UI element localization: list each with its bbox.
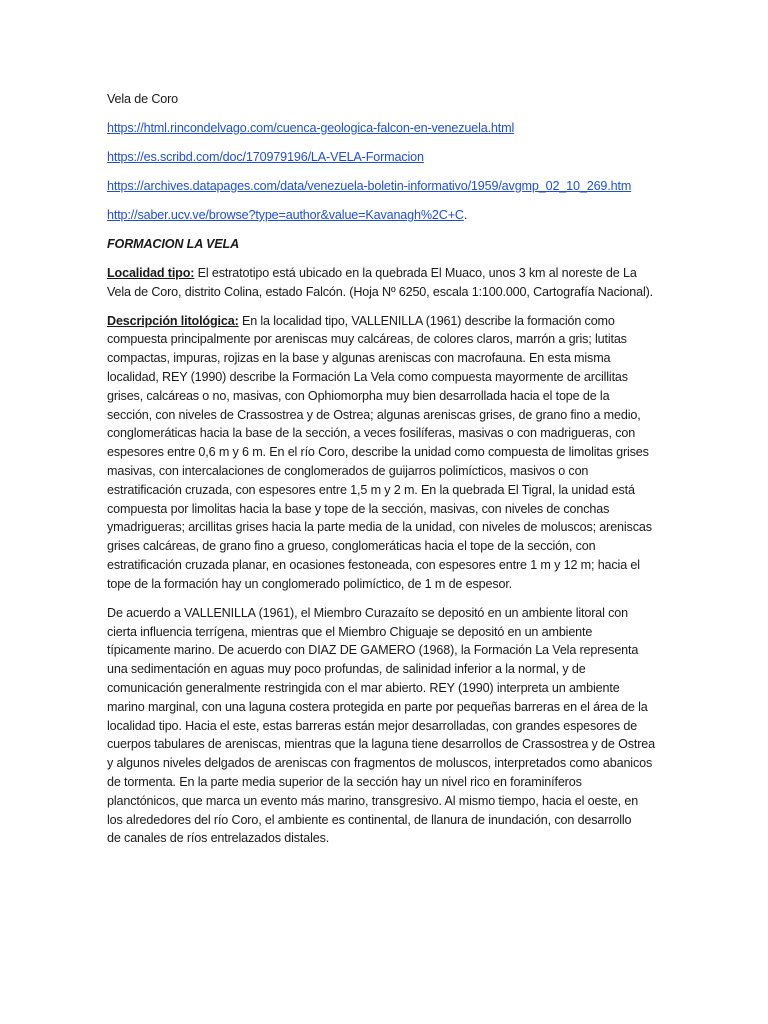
text-line: estratificación cruzada planar, en ocasiones festoneada, con espesores entre 1 m y 12 m; hacia el — [107, 558, 640, 573]
reference-link-scribd[interactable]: https://es.scribd.com/doc/170979196/LA-VELA-Formacion — [107, 149, 424, 164]
text-line: compactas, impuras, rojizas en la base y algunas areniscas con macrofauna. En esta misma — [107, 351, 611, 366]
text-line: espesores entre 0,6 m y 6 m. En el río Coro, describe la unidad como compuesta de limolitas grises — [107, 445, 649, 460]
section-heading: FORMACION LA VELA — [107, 236, 240, 251]
text-run: El estratotipo está ubicado en la quebrada El Muaco, unos 3 km al noreste de La — [194, 265, 637, 280]
text-line: cuerpos tabulares de areniscas, mientras que la laguna tiene desarrollos de Crassostrea y de Ostrea — [107, 737, 655, 752]
descripcion-paragraph — [107, 312, 663, 594]
localidad-label: Localidad tipo: — [107, 265, 195, 280]
text-line: típicamente marino. De acuerdo con DIAZ DE GAMERO (1968), la Formación La Vela representa — [107, 643, 639, 658]
text-line: comunicación generalmente restringida con el mar abierto. REY (1990) interpreta un ambiente — [107, 681, 620, 696]
text-line: marino marginal, con una laguna costera protegida en parte por pequeñas barreras en el área de la — [107, 699, 648, 714]
reference-link-saber-ucv[interactable]: http://saber.ucv.ve/browse?type=author&value=Kavanagh%2C+C — [107, 207, 464, 222]
text-line: y algunos niveles delgados de areniscas con fragmentos de moluscos, interpretados como abanicos — [107, 756, 653, 771]
text-line: conglomeráticas hacia la base de la sección, a veces fosilíferas, masivas o con madrigueras, con — [107, 426, 636, 441]
text-line: ymadrigueras; arcillitas grises hacia la parte media de la unidad, con niveles de moluscos; areniscas — [107, 520, 652, 535]
text-line: masivas, con intercalaciones de conglomerados de guijarros polimícticos, masivos o con — [107, 464, 589, 479]
reference-link-row — [107, 177, 663, 196]
text-line: los alrededores del río Coro, el ambiente es continental, de llanura de inundación, con desarrollo — [107, 812, 632, 827]
text-line — [107, 312, 663, 331]
text-line: tope de la formación hay un conglomerado polimíctico, de 1 m de espesor. — [107, 576, 513, 591]
text-line: de tormenta. En la parte media superior de la sección hay un nivel rico en foraminíferos — [107, 775, 582, 789]
text-line: sección, con niveles de Crassostrea y de Ostrea; algunas areniscas grises, de grano fino a medio, — [107, 407, 641, 422]
text-line: estratificación cruzada, con espesores entre 1,5 m y 2 m. En la quebrada El Tigral, la unidad está — [107, 482, 635, 497]
link-suffix: . — [463, 207, 468, 222]
localidad-paragraph — [107, 264, 663, 302]
reference-link-datapages[interactable]: https://archives.datapages.com/data/venezuela-boletin-informativo/1959/avgmp_02_10_269.htm — [107, 178, 632, 193]
reference-link-row — [107, 206, 663, 225]
text-line: grises, calcáreas o no, masivas, con Ophiomorpha muy bien desarrollada hacia el tope de la — [107, 388, 610, 403]
text-line: Vela de Coro, distrito Colina, estado Falcón. (Hoja Nº 6250, escala 1:100.000, Cartografía Nacional). — [107, 284, 653, 299]
text-line: compuesta principalmente por areniscas muy calcáreas, de colores claros, marrón a gris; lutitas — [107, 332, 627, 347]
reference-link-rincondelvago[interactable]: https://html.rincondelvago.com/cuenca-geologica-falcon-en-venezuela.html — [107, 120, 515, 135]
document-page — [107, 90, 663, 858]
text-line: de canales de ríos entrelazados distales. — [107, 831, 330, 846]
text-line — [107, 264, 663, 283]
text-run: En la localidad tipo, VALLENILLA (1961) describe la formación como — [238, 313, 615, 328]
reference-link-row — [107, 148, 663, 167]
reference-link-row — [107, 119, 663, 138]
text-line: localidad, REY (1990) describe la Formación La Vela como compuesta mayormente de arcillitas — [107, 370, 628, 385]
text-line: grises calcáreas, de grano fino a grueso, conglomeráticas hacia el tope de la sección, con — [107, 539, 596, 554]
text-line: localidad tipo. Hacia el este, estas barreras están mejor desarrolladas, con grandes espesores de — [107, 718, 638, 733]
text-line: De acuerdo a VALLENILLA (1961), el Miembro Curazaíto se depositó en un ambiente litoral con — [107, 605, 628, 620]
descripcion-label: Descripción litológica: — [107, 313, 239, 328]
text-line: compuesta por limolitas hacia la base y tope de la sección, masivas, con niveles de conchas — [107, 501, 610, 516]
ambiente-paragraph — [107, 604, 663, 848]
document-title: Vela de Coro — [107, 92, 179, 106]
text-line: planctónicos, que marca un evento más marino, transgresivo. Al mismo tiempo, hacia el oeste, en — [107, 793, 639, 808]
text-line: una sedimentación en aguas muy poco profundas, de salinidad inferior a la normal, y de — [107, 662, 586, 677]
text-line: cierta influencia terrígena, mientras que el Miembro Chiguaje se depositó en un ambiente — [107, 624, 593, 639]
